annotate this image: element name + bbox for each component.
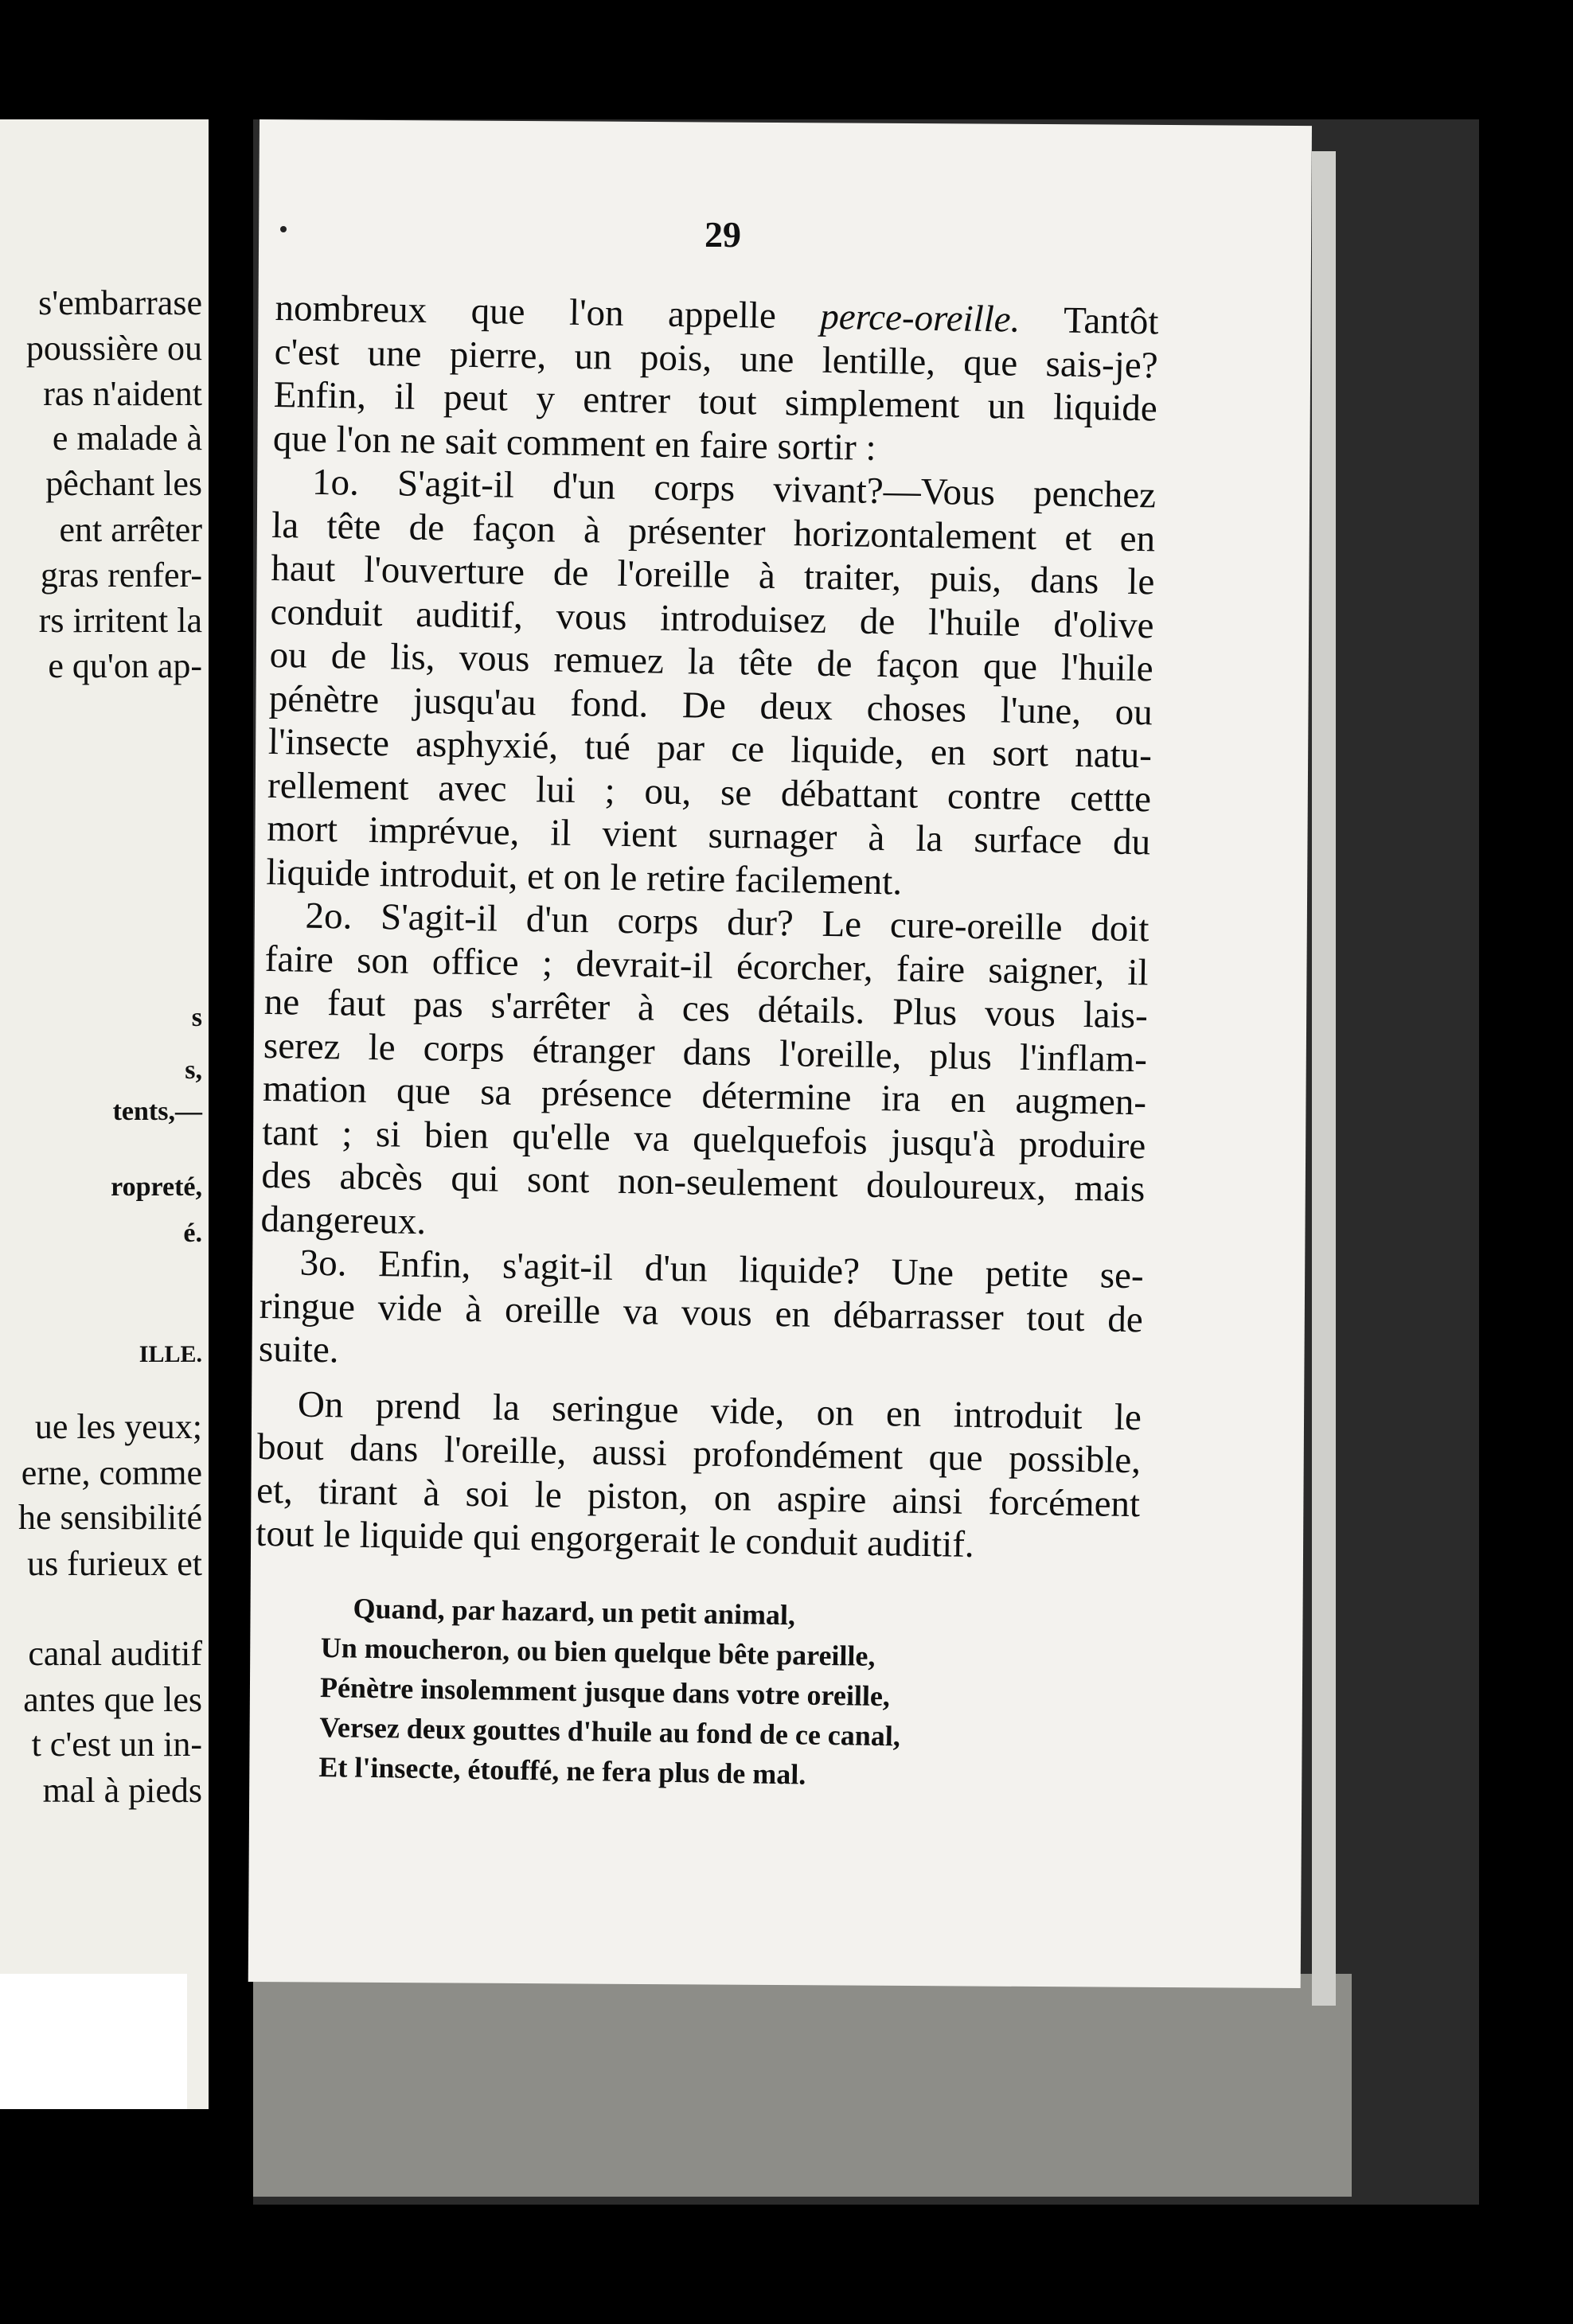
left-line: e qu'on ap- <box>48 646 202 685</box>
text-line: rellement avec lui ; ou, se débattant contre cettte <box>267 764 1152 820</box>
left-line: gras renfer- <box>40 556 202 595</box>
left-line: s <box>191 1003 202 1032</box>
text-line: pénètre jusqu'au fond. De deux choses l'une, ou <box>268 677 1153 733</box>
left-line: s, <box>185 1055 202 1085</box>
left-line: canal auditif <box>28 1634 202 1673</box>
text-line: ringue vide à oreille va vous en débarrasser tout de <box>259 1285 1144 1340</box>
verse-line: Et l'insecte, étouffé, ne fera plus de mal. <box>318 1750 806 1791</box>
text-line: mort imprévue, il vient surnager à la surface du <box>266 807 1151 864</box>
left-line: erne, comme <box>21 1453 202 1492</box>
text-line: des abcès qui sont non-seulement douloureux, mais <box>261 1154 1146 1211</box>
text-line: suite. <box>258 1328 339 1371</box>
left-line: s'embarrase <box>38 283 202 322</box>
page-edge <box>1312 151 1336 2006</box>
text-line: dangereux. <box>260 1198 427 1242</box>
text-line: que l'on ne sait comment en faire sortir : <box>272 417 876 469</box>
left-line: mal à pieds <box>42 1771 202 1810</box>
left-line: t c'est un in- <box>31 1725 202 1764</box>
text-line: c'est une pierre, un pois, une lentille, que sais-je? <box>274 330 1158 386</box>
verse-line: Quand, par hazard, un petit animal, <box>353 1592 796 1632</box>
verse-line: Versez deux gouttes d'huile au fond de ce canal, <box>318 1710 901 1753</box>
text-line: faire son office ; devrait-il écorcher, faire saigner, il <box>264 938 1150 993</box>
left-line: rs irritent la <box>38 601 202 640</box>
left-line: antes que les <box>23 1680 202 1719</box>
page-body <box>256 287 1159 1569</box>
left-line: ILLE. <box>139 1341 202 1367</box>
text-line: tant ; si bien qu'elle va quelquefois jusqu'à produire <box>261 1111 1146 1167</box>
left-line: ent arrêter <box>59 510 202 549</box>
left-line: us furieux et <box>27 1544 202 1583</box>
text-line: liquide introduit, et on le retire facilement. <box>266 851 903 903</box>
text-line: conduit auditif, vous introduisez de l'huile d'olive <box>270 591 1154 646</box>
book-bottom-edge <box>253 1974 1352 2197</box>
text-line: mation que sa présence détermine ira en augmen- <box>262 1067 1147 1124</box>
text-line: 2o. S'agit-il d'un corps dur? Le cure-oreille doit <box>305 895 1150 950</box>
left-line: he sensibilité <box>18 1498 202 1537</box>
left-line: tents,— <box>112 1097 202 1126</box>
verse-block <box>318 1588 1070 1799</box>
text-line: la tête de façon à présenter horizontalement et en <box>271 504 1156 560</box>
text-line: serez le corps étranger dans l'oreille, plus l'inflam- <box>263 1024 1148 1080</box>
left-line: pêchant les <box>45 464 202 503</box>
left-page-bottom-strip <box>0 1974 187 2109</box>
verse-line: Un moucheron, ou bien quelque bête pareille, <box>320 1631 876 1672</box>
text-line: nombreux que l'on appelle perce-oreille. Tantôt <box>275 287 1159 343</box>
left-line: ropreté, <box>111 1172 202 1202</box>
text-line: Enfin, il peut y entrer tout simplement un liquide <box>273 373 1158 430</box>
left-line: poussière ou <box>25 329 202 368</box>
left-line: ue les yeux; <box>34 1407 202 1446</box>
left-line: e malade à <box>52 419 202 458</box>
verse-line: Pénètre insolemment jusque dans votre oreille, <box>319 1671 891 1713</box>
italic-term: perce-oreille. <box>819 295 1021 341</box>
text-line: ne faut pas s'arrêter à ces détails. Plus vous lais- <box>263 981 1149 1037</box>
left-page-fragment <box>0 119 209 2109</box>
text-line: 1o. S'agit-il d'un corps vivant?—Vous penchez <box>311 461 1157 517</box>
text-line: On prend la seringue vide, on en introduit le <box>297 1383 1142 1438</box>
text-line: 3o. Enfin, s'agit-il d'un liquide? Une petite se- <box>299 1242 1145 1297</box>
left-line: ras n'aident <box>43 374 202 413</box>
left-line: é. <box>183 1219 202 1248</box>
text-line: l'insecte asphyxié, tué par ce liquide, en sort natu- <box>267 720 1153 777</box>
ink-dot <box>280 226 287 232</box>
text-line: et, tirant à soi le piston, on aspire ainsi forcément <box>256 1469 1141 1525</box>
text-line: tout le liquide qui engorgerait le conduit auditif. <box>255 1512 975 1566</box>
text-line: haut l'ouverture de l'oreille à traiter, puis, dans le <box>271 547 1155 603</box>
text-line: ou de lis, vous remuez la tête de façon que l'huile <box>269 634 1153 690</box>
text-line: bout dans l'oreille, aussi profondément que possible, <box>256 1425 1142 1482</box>
page-number: 29 <box>705 214 741 255</box>
